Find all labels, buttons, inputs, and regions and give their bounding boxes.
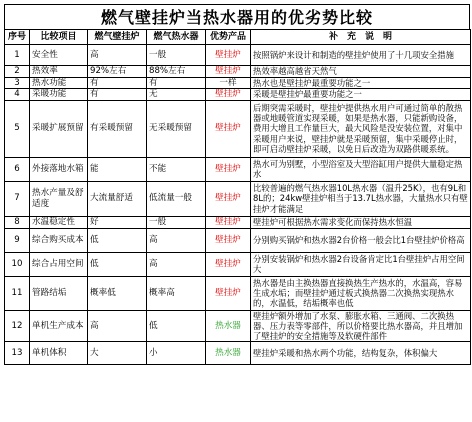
row-item: 综合占用空间 (30, 252, 88, 276)
row-number: 3 (5, 77, 30, 89)
row-heater-value: 低 (147, 310, 206, 342)
table-row (5, 89, 471, 101)
row-boiler-value: 好 (88, 216, 147, 228)
row-number: 13 (5, 342, 30, 365)
row-boiler-value: 有 (88, 89, 147, 101)
row-heater-value: 小 (147, 342, 206, 365)
table-row (5, 342, 471, 365)
row-winner: 壁挂炉 (206, 66, 251, 78)
row-item: 热效率 (30, 66, 88, 78)
row-winner: 壁挂炉 (206, 216, 251, 228)
row-note: 比较普遍的燃气热水器10L热水器（温升25K），也有9L和8L的；24kw壁挂炉相当于13.7L热水器，大量热水只有壁挂炉才能满足 (251, 181, 471, 216)
header-winner: 优势产品 (206, 30, 251, 45)
row-winner: 壁挂炉 (206, 252, 251, 276)
header-note: 补 充 说 明 (251, 30, 471, 45)
row-boiler-value: 92%左右 (88, 66, 147, 78)
row-heater-value: 无 (147, 89, 206, 101)
table-row (5, 252, 471, 276)
table-row (5, 66, 471, 78)
row-heater-value: 高 (147, 228, 206, 252)
row-winner: 壁挂炉 (206, 228, 251, 252)
row-item: 单机生产成本 (30, 310, 88, 342)
row-item: 水温稳定性 (30, 216, 88, 228)
row-number: 10 (5, 252, 30, 276)
header-no: 序号 (5, 30, 30, 45)
row-item: 采暖功能 (30, 89, 88, 101)
row-heater-value: 88%左右 (147, 66, 206, 78)
row-item: 单机体积 (30, 342, 88, 365)
row-heater-value: 一般 (147, 216, 206, 228)
row-number: 6 (5, 157, 30, 181)
row-winner: 壁挂炉 (206, 89, 251, 101)
row-note: 热水器是由主换热器直接换热生产热水的，水温高，容易生成水垢；而壁挂炉通过板式换热器二次换热实现热水的，水温低，结垢概率也低 (251, 276, 471, 310)
row-note: 热效率越高越省天然气 (251, 66, 471, 78)
row-note: 壁挂炉可根据热水需求变化而保持热水恒温 (251, 216, 471, 228)
row-heater-value: 一般 (147, 45, 206, 66)
row-winner: 壁挂炉 (206, 157, 251, 181)
table-row (5, 181, 471, 216)
table-row (5, 157, 471, 181)
row-boiler-value: 低 (88, 228, 147, 252)
row-item: 管路结垢 (30, 276, 88, 310)
table-row (5, 216, 471, 228)
row-number: 9 (5, 228, 30, 252)
row-heater-value: 概率高 (147, 276, 206, 310)
row-number: 4 (5, 89, 30, 101)
table-row (5, 45, 471, 66)
table-row (5, 228, 471, 252)
row-winner: 热水器 (206, 342, 251, 365)
row-boiler-value: 能 (88, 157, 147, 181)
row-boiler-value: 概率低 (88, 276, 147, 310)
row-boiler-value: 高 (88, 45, 147, 66)
row-item: 热水功能 (30, 77, 88, 89)
row-note: 分别安装锅炉和热水器2台设备肯定比1台壁挂炉占用空间大 (251, 252, 471, 276)
row-note: 采暖是壁挂炉最重要功能之一 (251, 89, 471, 101)
row-number: 8 (5, 216, 30, 228)
header-row (5, 30, 471, 45)
comparison-table (4, 29, 471, 365)
row-number: 11 (5, 276, 30, 310)
row-item: 综合购买成本 (30, 228, 88, 252)
row-winner: 壁挂炉 (206, 181, 251, 216)
header-heater: 燃气热水器 (147, 30, 206, 45)
row-item: 安全性 (30, 45, 88, 66)
table-row (5, 77, 471, 89)
row-item: 热水产量及舒适度 (30, 181, 88, 216)
row-boiler-value: 低 (88, 252, 147, 276)
row-winner: 一样 (206, 77, 251, 89)
header-boiler: 燃气壁挂炉 (88, 30, 147, 45)
table-row (5, 276, 471, 310)
spreadsheet (4, 4, 470, 365)
row-boiler-value: 大流量舒适 (88, 181, 147, 216)
row-winner: 壁挂炉 (206, 100, 251, 157)
row-note: 壁挂炉额外增加了水泵、膨胀水箱、三通阀、二次换热器、压力表等零部件，所以价格要比热水器高，并且增加了壁挂炉的安全措施等及软硬件部件 (251, 310, 471, 342)
header-item: 比较项目 (30, 30, 88, 45)
row-note: 分别购买锅炉和热水器2台价格一般会比1台壁挂炉价格高 (251, 228, 471, 252)
row-heater-value: 高 (147, 252, 206, 276)
row-item: 采暖扩展预留 (30, 100, 88, 157)
row-number: 1 (5, 45, 30, 66)
row-winner: 壁挂炉 (206, 45, 251, 66)
row-number: 2 (5, 66, 30, 78)
row-note: 后期突需采暖时，壁挂炉提供热水用户可通过简单的散热器或地暖管道实现采暖，如果是热水器，只能新购设备，费用大增且工作量巨大，最大风险是没安装位置，对集中采暖用户来说，壁挂炉就是采暖预留，集中采暖停止时，即可启动壁挂炉采暖，以免日后改造为双路供暖系统。 (251, 100, 471, 157)
row-number: 5 (5, 100, 30, 157)
table-title: 燃气壁挂炉当热水器用的优劣势比较 (4, 4, 470, 29)
table-row (5, 310, 471, 342)
row-boiler-value: 有 (88, 77, 147, 89)
row-heater-value: 不能 (147, 157, 206, 181)
row-number: 12 (5, 310, 30, 342)
row-heater-value: 无采暖预留 (147, 100, 206, 157)
row-heater-value: 低流量一般 (147, 181, 206, 216)
row-item: 外接落地水箱 (30, 157, 88, 181)
row-heater-value: 有 (147, 77, 206, 89)
row-note: 热水可为别墅，小型浴室及大型浴缸用户提供大量稳定热水 (251, 157, 471, 181)
row-note: 按照锅炉来设计和制造的壁挂炉使用了十几项安全措施 (251, 45, 471, 66)
row-winner: 壁挂炉 (206, 276, 251, 310)
row-note: 壁挂炉采暖和热水两个功能，结构复杂，体积偏大 (251, 342, 471, 365)
row-boiler-value: 有采暖预留 (88, 100, 147, 157)
row-winner: 热水器 (206, 310, 251, 342)
row-boiler-value: 大 (88, 342, 147, 365)
table-row (5, 100, 471, 157)
row-number: 7 (5, 181, 30, 216)
row-boiler-value: 高 (88, 310, 147, 342)
row-note: 热水也是壁挂炉最重要功能之一 (251, 77, 471, 89)
